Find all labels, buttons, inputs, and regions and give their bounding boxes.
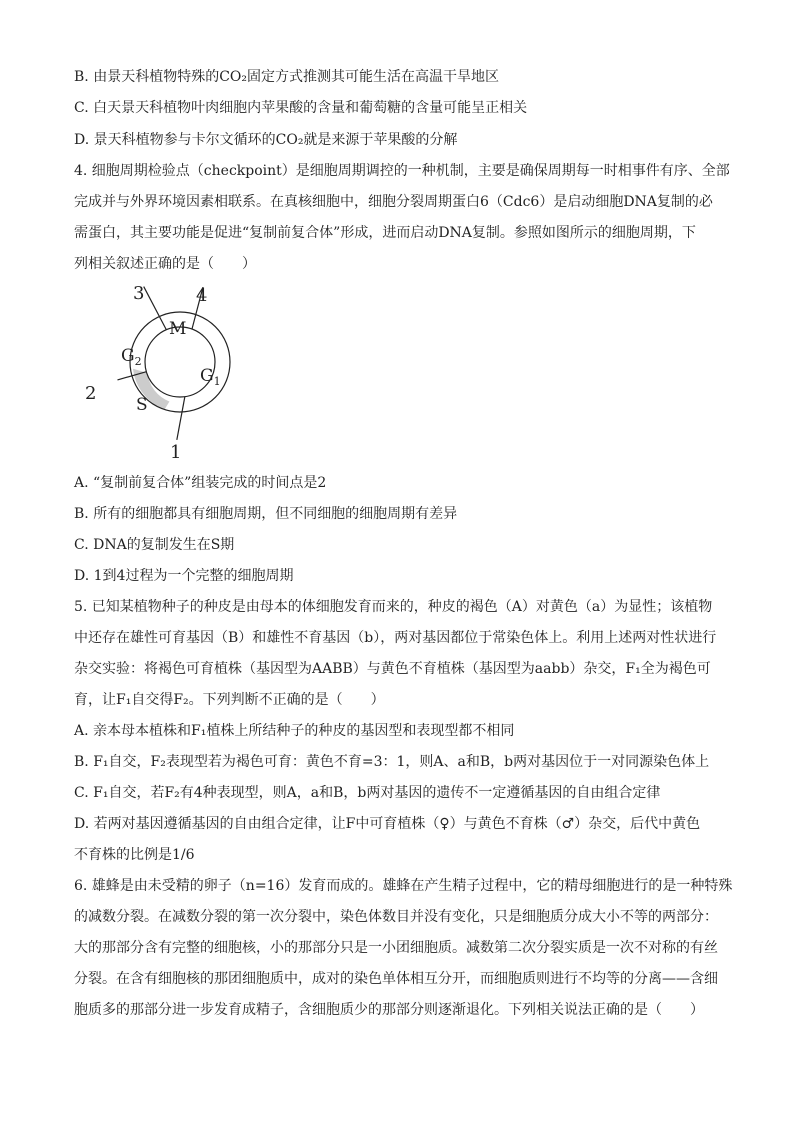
option-3b: B. 由景天科植物特殊的CO₂固定方式推测其可能生活在高温干旱地区 bbox=[74, 69, 499, 85]
phase-g1-label: $G_1$ bbox=[200, 366, 221, 388]
option-4c: C. DNA的复制发生在S期 bbox=[74, 537, 235, 553]
point-2-label: 2 bbox=[85, 383, 97, 404]
question-4-stem-line: 4. 细胞周期检验点（checkpoint）是细胞周期调控的一种机制，主要是确保周期每一时相事件有序、全部 bbox=[74, 163, 730, 179]
option-3c: C. 白天景天科植物叶肉细胞内苹果酸的含量和葡萄糖的含量可能呈正相关 bbox=[74, 100, 528, 116]
option-5a: A. 亲本母本植株和F₁植株上所结种子的种皮的基因型和表现型都不相同 bbox=[74, 723, 515, 739]
option-5d: D. 若两对基因遵循基因的自由组合定律，让F中可育植株（♀）与黄色不育株（♂）杂交，后代中黄色 bbox=[74, 816, 701, 832]
option-4d: D. 1到4过程为一个完整的细胞周期 bbox=[74, 568, 294, 584]
question-6-stem-line: 大的那部分含有完整的细胞核，小的那部分只是一小团细胞质。减数第二次分裂实质是一次不对称的有丝 bbox=[74, 940, 718, 956]
question-6-stem-line: 6. 雄蜂是由未受精的卵子（n=16）发育而成的。雄蜂在产生精子过程中，它的精母细胞进行的是一种特殊 bbox=[74, 878, 733, 894]
cell-cycle-svg bbox=[80, 282, 270, 462]
point-4-label: 4 bbox=[196, 285, 208, 306]
option-4b: B. 所有的细胞都具有细胞周期，但不同细胞的细胞周期有差异 bbox=[74, 506, 458, 522]
phase-m-label: M bbox=[169, 319, 187, 339]
question-5-stem-line: 杂交实验：将褐色可育植株（基因型为AABB）与黄色不育植株（基因型为aabb）杂交，F₁全为褐色可 bbox=[74, 661, 711, 677]
option-4a: A. “复制前复合体”组装完成的时间点是2 bbox=[74, 475, 327, 491]
boundary-3 bbox=[144, 287, 167, 330]
point-3-label: 3 bbox=[133, 283, 145, 304]
question-5-stem-line: 中还存在雄性可育基因（B）和雄性不育基因（b），两对基因都位于常染色体上。利用上述两对性状进行 bbox=[74, 630, 717, 646]
cell-cycle-diagram bbox=[80, 282, 270, 466]
point-1-label: 1 bbox=[170, 442, 182, 462]
question-6-stem-line: 的减数分裂。在减数分裂的第一次分裂中，染色体数目并没有变化，只是细胞质分成大小不等的两部分： bbox=[74, 909, 718, 925]
phase-g2-label: $G_2$ bbox=[121, 346, 142, 368]
question-4-stem-line: 完成并与外界环境因素相联系。在真核细胞中，细胞分裂周期蛋白6（Cdc6）是启动细胞DNA复制的必 bbox=[74, 194, 713, 210]
option-3d: D. 景天科植物参与卡尔文循环的CO₂就是来源于苹果酸的分解 bbox=[74, 132, 458, 148]
question-5-stem-line: 5. 已知某植物种子的种皮是由母本的体细胞发育而来的，种皮的褐色（A）对黄色（a）为显性；该植物 bbox=[74, 599, 713, 615]
option-5b: B. F₁自交，F₂表现型若为褐色可育：黄色不育=3：1，则A、a和B，b两对基因位于一对同源染色体上 bbox=[74, 754, 710, 770]
question-6-stem-line: 分裂。在含有细胞核的那团细胞质中，成对的染色单体相互分开，而细胞质则进行不均等的分离——含细 bbox=[74, 971, 718, 987]
phase-s-label: S bbox=[136, 395, 148, 415]
question-6-stem-line: 胞质多的那部分进一步发育成精子，含细胞质少的那部分则逐渐退化。下列相关说法正确的是（ ） bbox=[74, 1002, 704, 1018]
option-5d-continued: 不育株的比例是1/6 bbox=[74, 847, 195, 863]
question-4-stem-line: 需蛋白，其主要功能是促进“复制前复合体”形成，进而启动DNA复制。参照如图所示的细胞周期，下 bbox=[74, 225, 696, 241]
question-5-stem-line: 育，让F₁自交得F₂。下列判断不正确的是（ ） bbox=[74, 692, 385, 708]
boundary-1 bbox=[177, 397, 185, 440]
option-5c: C. F₁自交，若F₂有4种表现型，则A，a和B，b两对基因的遗传不一定遵循基因的自由组合定律 bbox=[74, 785, 661, 801]
question-4-stem-line: 列相关叙述正确的是（ ） bbox=[74, 256, 256, 272]
